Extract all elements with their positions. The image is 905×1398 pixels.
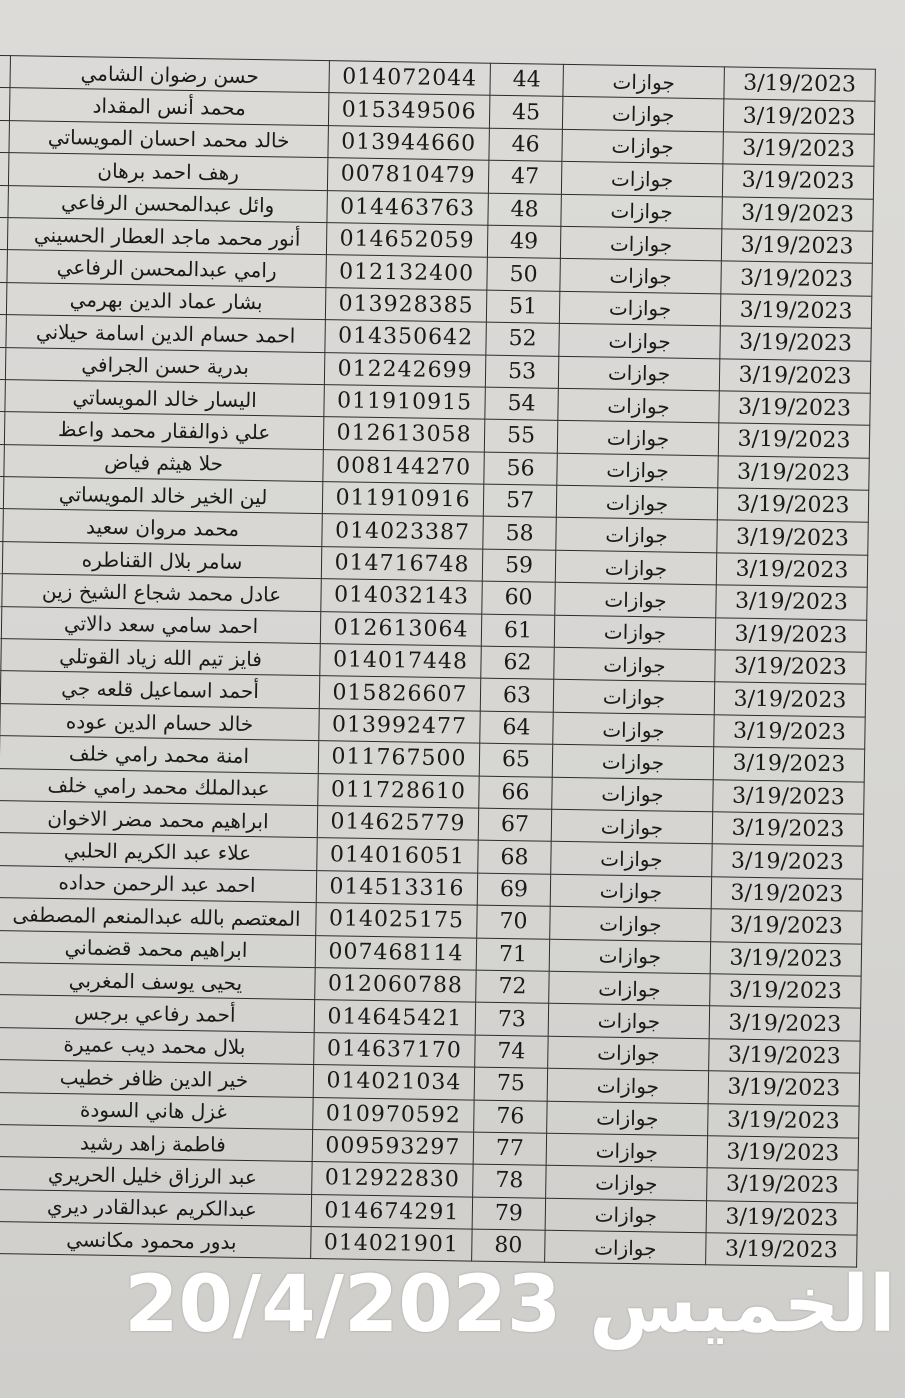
serial-number-cell: 59 xyxy=(482,549,555,583)
serial-number-cell: 80 xyxy=(472,1229,545,1263)
department-cell: جوازات xyxy=(554,615,715,650)
id-number-cell: 014645421 xyxy=(314,1000,475,1035)
serial-number-cell: 79 xyxy=(472,1197,545,1231)
date-cell: 3/19/2023 xyxy=(710,941,861,976)
id-number-cell: 014017448 xyxy=(320,644,481,679)
date-cell: 3/19/2023 xyxy=(721,261,872,296)
date-cell: 3/19/2023 xyxy=(711,877,862,912)
department-cell: جوازات xyxy=(548,1004,709,1039)
serial-number-cell: 72 xyxy=(476,970,549,1004)
id-number-cell: 014016051 xyxy=(317,838,478,873)
date-cell: 3/19/2023 xyxy=(706,1200,857,1235)
id-number-cell: 009593297 xyxy=(312,1129,473,1164)
name-cell: بشار عماد الدين بهرمي xyxy=(6,282,325,319)
name-cell: غزل هاني السودة xyxy=(0,1092,313,1129)
name-cell: بدور محمود مكانسي xyxy=(0,1222,311,1259)
serial-number-cell: 57 xyxy=(483,484,556,518)
margin-cell xyxy=(0,55,10,88)
department-cell: جوازات xyxy=(546,1165,707,1200)
name-cell: ابراهيم محمد قضماني xyxy=(0,930,316,967)
serial-number-cell: 65 xyxy=(479,743,552,777)
department-cell: جوازات xyxy=(550,906,711,941)
id-number-cell: 014072044 xyxy=(329,61,490,96)
serial-number-cell: 73 xyxy=(475,1002,548,1036)
serial-number-cell: 62 xyxy=(481,646,554,680)
serial-number-cell: 66 xyxy=(479,776,552,810)
name-cell: المعتصم بالله عبدالمنعم المصطفى xyxy=(0,898,316,935)
name-cell: خير الدين ظافر خطيب xyxy=(0,1060,314,1097)
id-number-cell: 007468114 xyxy=(315,935,476,970)
department-cell: جوازات xyxy=(545,1230,706,1265)
date-cell: 3/19/2023 xyxy=(722,164,873,199)
department-cell: جوازات xyxy=(549,971,710,1006)
name-cell: حلا هيثم فياض xyxy=(4,444,323,481)
id-number-cell: 012060788 xyxy=(315,968,476,1003)
serial-number-cell: 75 xyxy=(474,1067,547,1101)
date-cell: 3/19/2023 xyxy=(717,520,868,555)
date-cell: 3/19/2023 xyxy=(713,779,864,814)
date-cell: 3/19/2023 xyxy=(724,67,875,102)
department-cell: جوازات xyxy=(547,1101,708,1136)
department-cell: جوازات xyxy=(548,1036,709,1071)
date-cell: 3/19/2023 xyxy=(712,812,863,847)
id-number-cell: 014674291 xyxy=(311,1194,472,1229)
serial-number-cell: 56 xyxy=(484,452,557,486)
department-cell: جوازات xyxy=(561,194,722,229)
id-number-cell: 013944660 xyxy=(328,125,489,160)
serial-number-cell: 49 xyxy=(487,225,560,259)
department-cell: جوازات xyxy=(550,874,711,909)
id-number-cell: 015826607 xyxy=(319,676,480,711)
date-cell: 3/19/2023 xyxy=(723,99,874,134)
name-cell: خالد محمد احسان المويساتي xyxy=(9,120,328,157)
date-cell: 3/19/2023 xyxy=(706,1233,857,1268)
serial-number-cell: 76 xyxy=(474,1100,547,1134)
id-number-cell: 014652059 xyxy=(326,223,487,258)
serial-number-cell: 50 xyxy=(487,258,560,292)
id-number-cell: 014513316 xyxy=(316,870,477,905)
name-cell: بدرية حسن الجرافي xyxy=(5,347,324,384)
department-cell: جوازات xyxy=(545,1198,706,1233)
date-cell: 3/19/2023 xyxy=(720,294,871,329)
id-number-cell: 012242699 xyxy=(324,352,485,387)
id-number-cell: 008144270 xyxy=(323,449,484,484)
name-cell: فاطمة زاهد رشيد xyxy=(0,1124,313,1161)
name-cell: امنة محمد رامي خلف xyxy=(0,736,319,773)
id-number-cell: 014021901 xyxy=(311,1227,472,1262)
department-cell: جوازات xyxy=(562,97,723,132)
name-cell: احمد حسام الدين اسامة حيلاني xyxy=(6,315,325,352)
department-cell: جوازات xyxy=(563,64,724,99)
serial-number-cell: 63 xyxy=(480,679,553,713)
name-cell: عبدالكريم عبدالقادر ديري xyxy=(0,1189,312,1226)
name-cell: عادل محمد شجاع الشيخ زين xyxy=(2,574,321,611)
serial-number-cell: 70 xyxy=(477,905,550,939)
department-cell: جوازات xyxy=(557,453,718,488)
name-cell: سامر بلال القناطره xyxy=(2,541,321,578)
department-cell: جوازات xyxy=(549,939,710,974)
name-cell: محمد مروان سعيد xyxy=(3,509,322,546)
passport-list-table xyxy=(0,55,876,1268)
name-cell: بلال محمد ديب عميرة xyxy=(0,1027,314,1064)
name-cell: عبدالملك محمد رامي خلف xyxy=(0,768,318,805)
department-cell: جوازات xyxy=(546,1133,707,1168)
serial-number-cell: 74 xyxy=(475,1035,548,1069)
id-number-cell: 012613058 xyxy=(323,417,484,452)
department-cell: جوازات xyxy=(560,259,721,294)
date-cell: 3/19/2023 xyxy=(708,1071,859,1106)
serial-number-cell: 48 xyxy=(488,193,561,227)
department-cell: جوازات xyxy=(553,680,714,715)
name-cell: رامي عبدالمحسن الرفاعي xyxy=(7,250,326,287)
name-cell: علي ذوالفقار محمد واعظ xyxy=(4,412,323,449)
name-cell: أحمد اسماعيل قلعه جي xyxy=(0,671,319,708)
name-cell: وائل عبدالمحسن الرفاعي xyxy=(8,185,327,222)
name-cell: حسن رضوان الشامي xyxy=(10,56,329,93)
serial-number-cell: 69 xyxy=(477,873,550,907)
department-cell: جوازات xyxy=(561,162,722,197)
caption-day: الخميس xyxy=(589,1260,896,1350)
id-number-cell: 011910916 xyxy=(322,482,483,517)
date-cell: 3/19/2023 xyxy=(709,1038,860,1073)
serial-number-cell: 68 xyxy=(478,840,551,874)
id-number-cell: 011767500 xyxy=(318,741,479,776)
name-cell: أنور محمد ماجد العطار الحسيني xyxy=(7,218,326,255)
id-number-cell: 014637170 xyxy=(314,1032,475,1067)
name-cell: فايز تيم الله زياد القوتلي xyxy=(1,639,320,676)
date-cell: 3/19/2023 xyxy=(718,456,869,491)
department-cell: جوازات xyxy=(555,583,716,618)
name-cell: ابراهيم محمد مضر الاخوان xyxy=(0,801,318,838)
date-cell: 3/19/2023 xyxy=(714,715,865,750)
id-number-cell: 014350642 xyxy=(325,320,486,355)
margin-cell xyxy=(0,88,10,121)
date-cell: 3/19/2023 xyxy=(712,844,863,879)
serial-number-cell: 64 xyxy=(480,711,553,745)
date-cell: 3/19/2023 xyxy=(708,1103,859,1138)
date-cell: 3/19/2023 xyxy=(707,1136,858,1171)
id-number-cell: 011910915 xyxy=(324,385,485,420)
serial-number-cell: 60 xyxy=(482,581,555,615)
id-number-cell: 014025175 xyxy=(316,903,477,938)
name-cell: احمد عبد الرحمن حداده xyxy=(0,865,317,902)
department-cell: جوازات xyxy=(556,518,717,553)
serial-number-cell: 78 xyxy=(473,1164,546,1198)
date-cell: 3/19/2023 xyxy=(719,358,870,393)
id-number-cell: 014463763 xyxy=(327,190,488,225)
department-cell: جوازات xyxy=(547,1068,708,1103)
id-number-cell: 007810479 xyxy=(327,158,488,193)
date-cell: 3/19/2023 xyxy=(716,553,867,588)
department-cell: جوازات xyxy=(558,388,719,423)
date-cell: 3/19/2023 xyxy=(710,974,861,1009)
date-caption-overlay xyxy=(124,1255,896,1355)
date-cell: 3/19/2023 xyxy=(715,650,866,685)
id-number-cell: 013928385 xyxy=(325,287,486,322)
department-cell: جوازات xyxy=(558,356,719,391)
department-cell: جوازات xyxy=(562,129,723,164)
date-cell: 3/19/2023 xyxy=(719,391,870,426)
date-cell: 3/19/2023 xyxy=(717,488,868,523)
serial-number-cell: 44 xyxy=(490,63,563,97)
id-number-cell: 012922830 xyxy=(312,1162,473,1197)
department-cell: جوازات xyxy=(555,550,716,585)
date-cell: 3/19/2023 xyxy=(718,423,869,458)
id-number-cell: 014023387 xyxy=(322,514,483,549)
date-cell: 3/19/2023 xyxy=(707,1168,858,1203)
name-cell: يحيى يوسف المغربي xyxy=(0,962,315,999)
date-cell: 3/19/2023 xyxy=(722,196,873,231)
department-cell: جوازات xyxy=(551,842,712,877)
serial-number-cell: 54 xyxy=(485,387,558,421)
department-cell: جوازات xyxy=(552,777,713,812)
department-cell: جوازات xyxy=(559,323,720,358)
name-cell: علاء عبد الكريم الحلبي xyxy=(0,833,317,870)
id-number-cell: 014032143 xyxy=(321,579,482,614)
serial-number-cell: 67 xyxy=(478,808,551,842)
department-cell: جوازات xyxy=(557,421,718,456)
id-number-cell: 012613064 xyxy=(320,611,481,646)
id-number-cell: 011728610 xyxy=(318,773,479,808)
id-number-cell: 014625779 xyxy=(317,806,478,841)
date-cell: 3/19/2023 xyxy=(709,1006,860,1041)
department-cell: جوازات xyxy=(560,226,721,261)
serial-number-cell: 71 xyxy=(476,938,549,972)
department-cell: جوازات xyxy=(554,647,715,682)
serial-number-cell: 51 xyxy=(486,290,559,324)
name-cell: لين الخير خالد المويساتي xyxy=(3,477,322,514)
date-cell: 3/19/2023 xyxy=(721,229,872,264)
serial-number-cell: 53 xyxy=(485,355,558,389)
department-cell: جوازات xyxy=(559,291,720,326)
department-cell: جوازات xyxy=(553,712,714,747)
table-body xyxy=(0,55,875,1267)
date-cell: 3/19/2023 xyxy=(723,132,874,167)
id-number-cell: 012132400 xyxy=(326,255,487,290)
id-number-cell: 010970592 xyxy=(313,1097,474,1132)
date-cell: 3/19/2023 xyxy=(715,617,866,652)
serial-number-cell: 77 xyxy=(473,1132,546,1166)
name-cell: رهف احمد برهان xyxy=(8,153,327,190)
serial-number-cell: 47 xyxy=(488,160,561,194)
department-cell: جوازات xyxy=(551,809,712,844)
date-cell: 3/19/2023 xyxy=(711,909,862,944)
id-number-cell: 015349506 xyxy=(328,93,489,128)
id-number-cell: 014021034 xyxy=(313,1065,474,1100)
name-cell: احمد سامي سعد دالاتي xyxy=(1,606,320,643)
serial-number-cell: 45 xyxy=(489,96,562,130)
date-cell: 3/19/2023 xyxy=(714,682,865,717)
name-cell: عبد الرزاق خليل الحريري xyxy=(0,1157,312,1194)
serial-number-cell: 58 xyxy=(483,517,556,551)
caption-date: 20/4/2023 xyxy=(124,1260,562,1350)
name-cell: خالد حسام الدين عوده xyxy=(0,703,319,740)
name-cell: محمد أنس المقداد xyxy=(9,88,328,125)
name-cell: أحمد رفاعي برجس xyxy=(0,995,315,1032)
serial-number-cell: 61 xyxy=(481,614,554,648)
serial-number-cell: 52 xyxy=(486,322,559,356)
id-number-cell: 014716748 xyxy=(321,546,482,581)
serial-number-cell: 55 xyxy=(484,419,557,453)
date-cell: 3/19/2023 xyxy=(716,585,867,620)
date-cell: 3/19/2023 xyxy=(720,326,871,361)
date-cell: 3/19/2023 xyxy=(713,747,864,782)
id-number-cell: 013992477 xyxy=(319,708,480,743)
department-cell: جوازات xyxy=(552,744,713,779)
department-cell: جوازات xyxy=(556,485,717,520)
serial-number-cell: 46 xyxy=(489,128,562,162)
name-cell: اليسار خالد المويساتي xyxy=(5,380,324,417)
